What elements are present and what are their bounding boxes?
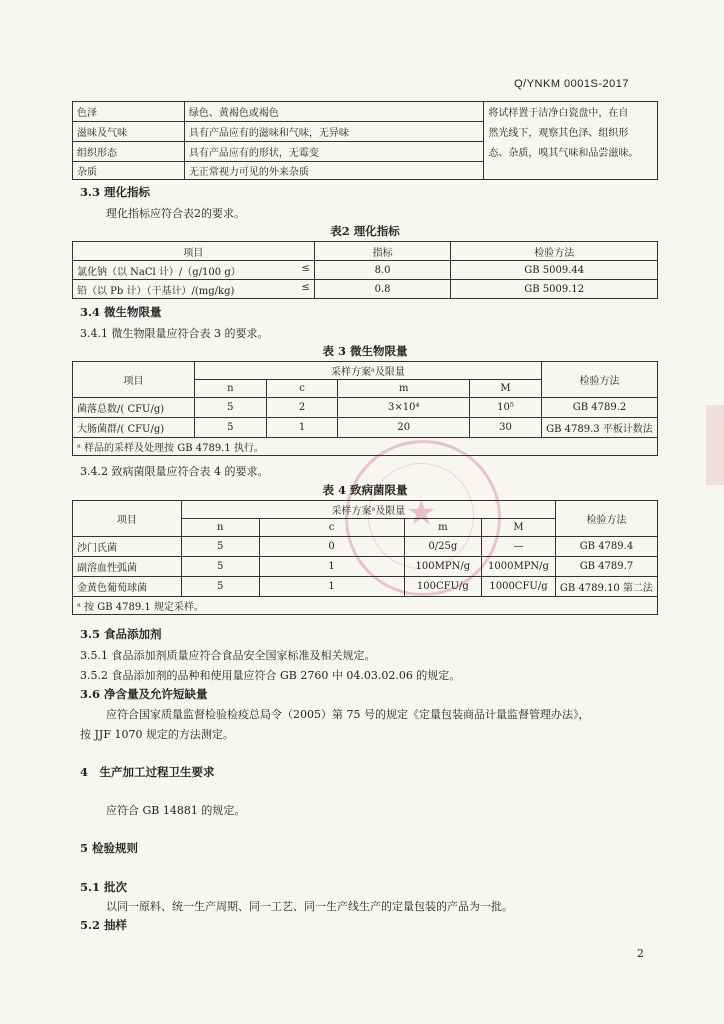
table4-m: 0/25g [404, 537, 481, 557]
table-row [73, 280, 658, 299]
table2-method: GB 5009.44 [451, 261, 658, 280]
table3-item: 菌落总数/( CFU/g) [73, 398, 195, 418]
table3-M: 30 [470, 418, 542, 438]
table2-header-method: 检验方法 [451, 242, 658, 261]
table3-sub-c: c [266, 380, 338, 398]
table2-value: 8.0 [314, 261, 451, 280]
table3-header-plan: 采样方案ᵃ及限量 [194, 362, 541, 380]
table4-sub-m: m [404, 519, 481, 537]
sensory-req: 具有产品应有的形状，无霉变 [184, 142, 484, 162]
table-row [73, 418, 658, 438]
table2-header-value: 指标 [314, 242, 451, 261]
item-name: 氯化钠（以 NaCl 计）/（g/100 g） [77, 266, 241, 278]
table2-item [73, 261, 315, 280]
table4-sub-M: M [482, 519, 556, 537]
table3-caption: 表 3 微生物限量 [322, 344, 408, 358]
table-row [73, 242, 658, 261]
table4-m: 100MPN/g [404, 557, 481, 577]
sensory-req: 具有产品应有的滋味和气味，无异味 [184, 122, 484, 142]
standard-code: Q/YNKM 0001S-2017 [514, 78, 629, 90]
table3-sub-M: M [470, 380, 542, 398]
table-row [73, 362, 658, 380]
sensory-item: 杂质 [73, 162, 185, 180]
table4-c: 1 [259, 557, 404, 577]
table2-value: 0.8 [314, 280, 451, 299]
method-line: 然光线下，观察其色泽、组织形 [488, 128, 629, 139]
table4-M: 1000MPN/g [482, 557, 556, 577]
table3-n: 5 [194, 418, 266, 438]
table4-item: 金黄色葡萄球菌 [73, 577, 182, 597]
table4-c: 1 [259, 577, 404, 597]
table4-method: GB 4789.4 [555, 537, 657, 557]
table4 [72, 500, 658, 615]
table4-header-item: 项目 [73, 501, 182, 537]
section-5-2-heading: 5.2 抽样 [80, 918, 128, 932]
section-3-3-text: 理化指标应符合表2的要求。 [106, 207, 245, 220]
section-3-4-heading: 3.4 微生物限量 [80, 305, 162, 319]
sensory-method [484, 102, 658, 180]
section-3-4-2-text: 3.4.2 致病菌限量应符合表 4 的要求。 [80, 465, 269, 478]
method-line: 将试样置于洁净白瓷盘中，在自 [488, 108, 629, 119]
table4-M: — [482, 537, 556, 557]
table4-c: 0 [259, 537, 404, 557]
table4-method: GB 4789.7 [555, 557, 657, 577]
table4-item: 沙门氏菌 [73, 537, 182, 557]
table2-caption: 表2 理化指标 [330, 224, 400, 238]
table4-caption: 表 4 致病菌限量 [322, 483, 408, 497]
table4-header-plan: 采样方案ᵃ及限量 [181, 501, 555, 519]
table-row [73, 537, 658, 557]
section-3-6-line1: 应符合国家质量监督检验检疫总局令（2005）第 75 号的规定《定量包装商品计量监督管理办法》， [106, 708, 590, 721]
table-row [73, 398, 658, 418]
section-5-1-text: 以同一原料、统一生产周期、同一工艺、同一生产线生产的定量包装的产品为一批。 [106, 900, 513, 913]
sensory-item: 组织形态 [73, 142, 185, 162]
table2-method: GB 5009.12 [451, 280, 658, 299]
sensory-item: 滋味及气味 [73, 122, 185, 142]
table3-m: 20 [338, 418, 470, 438]
sensory-item: 色泽 [73, 102, 185, 122]
table3-c: 1 [266, 418, 338, 438]
table4-note: ᵃ 按 GB 4789.1 规定采样。 [73, 597, 658, 615]
table4-sub-c: c [259, 519, 404, 537]
item-operator: ≤ [301, 281, 310, 293]
section-3-6-line2: 按 JJF 1070 规定的方法测定。 [80, 728, 234, 741]
table-row [73, 557, 658, 577]
table-row [73, 597, 658, 615]
table3-item: 大肠菌群/( CFU/g) [73, 418, 195, 438]
section-3-4-1-text: 3.4.1 微生物限量应符合表 3 的要求。 [80, 327, 269, 340]
table3-method: GB 4789.2 [541, 398, 657, 418]
section-4-text: 应符合 GB 14881 的规定。 [106, 804, 246, 817]
seal-star-icon: ★ [406, 493, 437, 533]
item-operator: ≤ [301, 262, 310, 274]
section-5-heading: 5 检验规则 [80, 841, 139, 855]
table4-M: 1000CFU/g [482, 577, 556, 597]
section-4-heading: 4 生产加工过程卫生要求 [80, 765, 215, 779]
table2 [72, 241, 658, 299]
table-row [73, 501, 658, 519]
section-5-1-heading: 5.1 批次 [80, 880, 128, 894]
table2-header-item: 项目 [73, 242, 315, 261]
table4-n: 5 [181, 557, 259, 577]
table3-n: 5 [194, 398, 266, 418]
section-3-3-heading: 3.3 理化指标 [80, 185, 151, 199]
sensory-req: 绿色、黄褐色或褐色 [184, 102, 484, 122]
method-line: 态、杂质，嗅其气味和品尝滋味。 [488, 148, 639, 159]
item-name: 铅（以 Pb 计）（干基计）/(mg/kg) [77, 285, 235, 297]
table4-method: GB 4789.10 第二法 [555, 577, 657, 597]
table4-n: 5 [181, 577, 259, 597]
table-row [73, 438, 658, 456]
sensory-table [72, 101, 658, 180]
table3-header-item: 项目 [73, 362, 195, 398]
table4-m: 100CFU/g [404, 577, 481, 597]
page-number: 2 [637, 947, 644, 960]
section-3-5-1-text: 3.5.1 食品添加剂质量应符合食品安全国家标准及相关规定。 [80, 649, 376, 662]
table4-item: 副溶血性弧菌 [73, 557, 182, 577]
table3-note: ᵃ 样品的采样及处理按 GB 4789.1 执行。 [73, 438, 658, 456]
section-3-5-2-text: 3.5.2 食品添加剂的品种和使用量应符合 GB 2760 中 04.03.02.06 的规定。 [80, 669, 461, 682]
table3-M: 10⁵ [470, 398, 542, 418]
table3 [72, 361, 658, 456]
table4-n: 5 [181, 537, 259, 557]
table3-c: 2 [266, 398, 338, 418]
table3-header-method: 检验方法 [541, 362, 657, 398]
edge-seal-mark [706, 405, 724, 485]
table-row [73, 261, 658, 280]
table4-header-method: 检验方法 [555, 501, 657, 537]
table2-item [73, 280, 315, 299]
section-3-6-heading: 3.6 净含量及允许短缺量 [80, 687, 208, 701]
table-row [73, 577, 658, 597]
table4-sub-n: n [181, 519, 259, 537]
table3-sub-n: n [194, 380, 266, 398]
table3-m: 3×10⁴ [338, 398, 470, 418]
section-3-5-heading: 3.5 食品添加剂 [80, 627, 162, 641]
table3-sub-m: m [338, 380, 470, 398]
table-row [73, 102, 658, 122]
table3-method: GB 4789.3 平板计数法 [541, 418, 657, 438]
sensory-req: 无正常视力可见的外来杂质 [184, 162, 484, 180]
